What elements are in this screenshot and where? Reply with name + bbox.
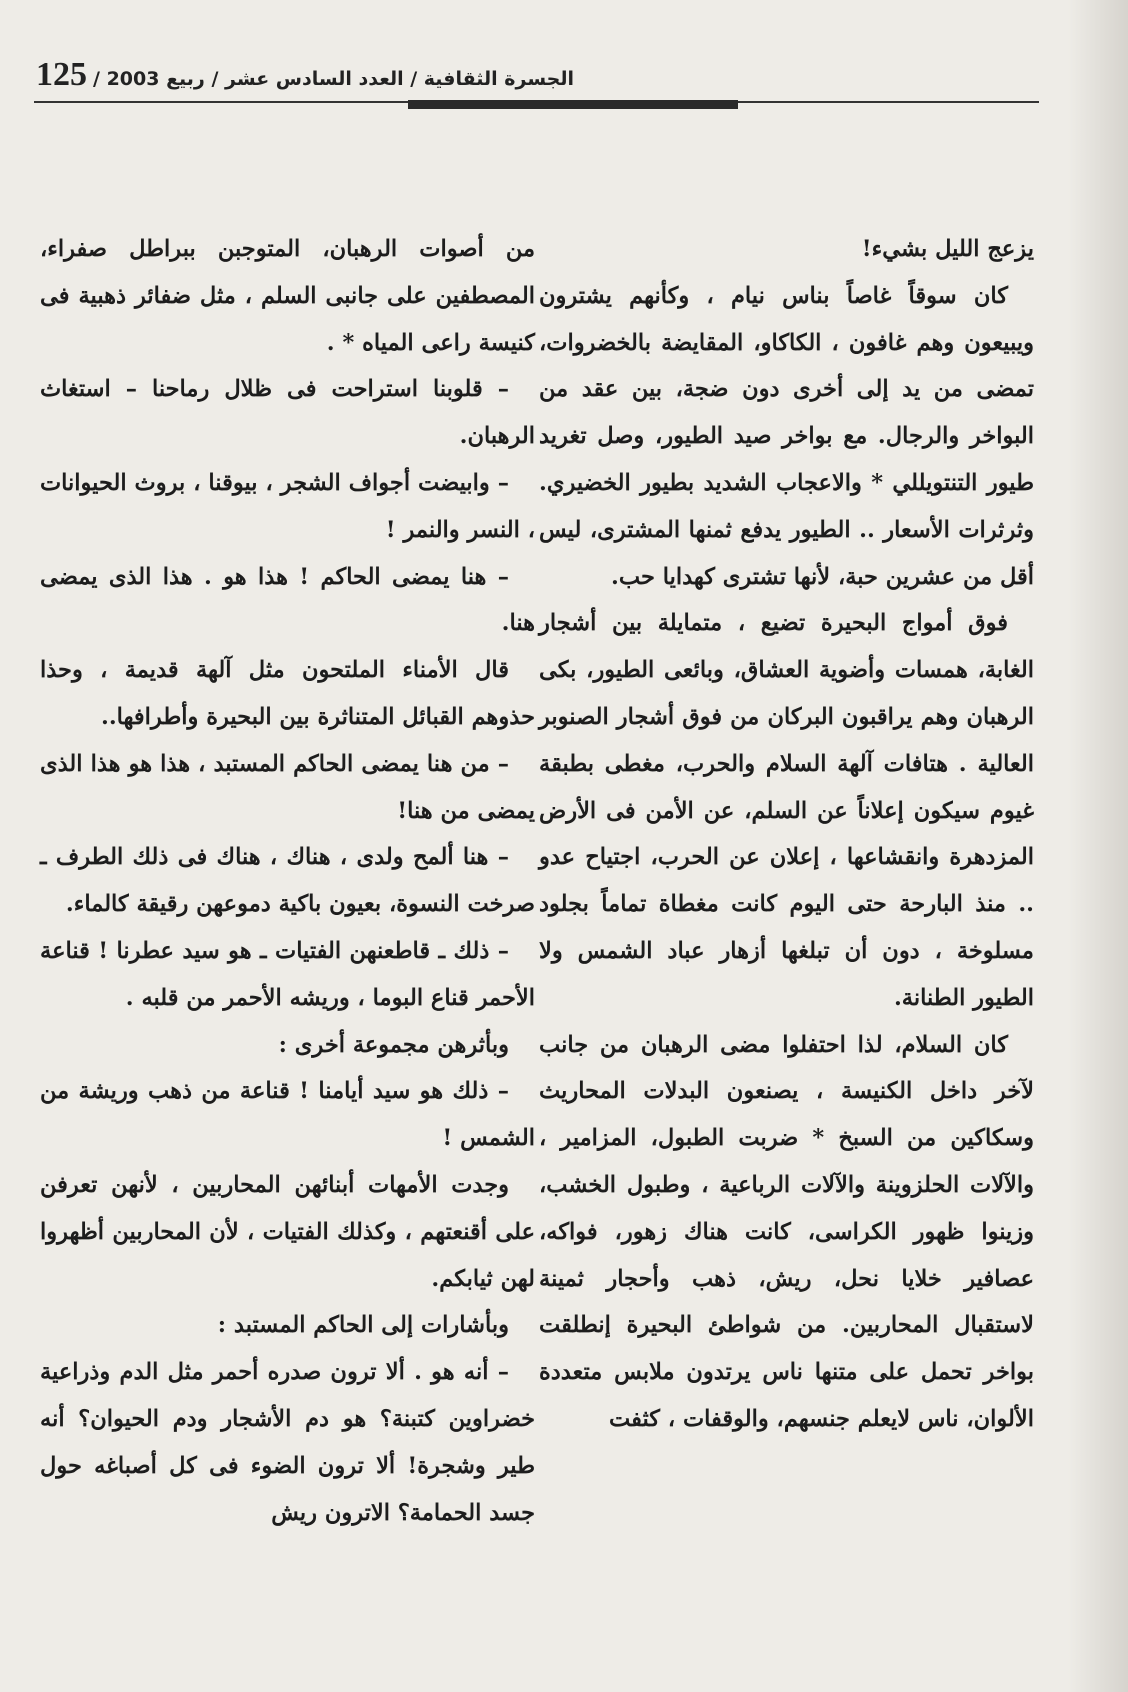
- paragraph: – قلوبنا استراحت فى ظلال رماحنا – استغاث الرهبان.: [40, 376, 535, 450]
- paragraph: من أصوات الرهبان، المتوجبن ببراطل صفراء، المصطفين على جانبى السلم ، مثل ضفائر ذهبية فى كنيسة راعى المياه * .: [40, 236, 535, 356]
- paragraph: وجدت الأمهات أبنائهن المحاربين ، لأنهن تعرفن على أقنعتهم ، وكذلك الفتيات ، لأن المحاربين أظهروا لهن ثيابكم.: [40, 1171, 535, 1292]
- page-number: 125: [36, 56, 87, 93]
- paragraph: – من هنا يمضى الحاكم المستبد ، هذا هو هذا الذى يمضى من هنا!: [40, 750, 535, 824]
- paragraph: – هنا يمضى الحاكم ! هذا هو . هذا الذى يمضى هنا.: [40, 563, 535, 637]
- paragraph: – ذلك ـ قاطعنهن الفتيات ـ هو سيد عطرنا ! قناعة الأحمر قناع البوما ، وريشه الأحمر من قلبه .: [40, 937, 535, 1011]
- paragraph: وبأثرهن مجموعة أخرى :: [278, 1031, 509, 1058]
- paragraph: – وابيضت أجواف الشجر ، بيوقنا ، بروث الحيوانات ، النسر والنمر !: [40, 469, 535, 543]
- paragraph: – هنا ألمح ولدى ، هناك ، هناك فى ذلك الطرف ـ صرخت النسوة، بعيون باكية دموعهن رقيقة كالماء.: [40, 844, 535, 918]
- running-title: الجسرة الثقافية / العدد السادس عشر / ربيع 2003 /: [93, 68, 575, 90]
- paragraph: – أنه هو . ألا ترون صدره أحمر مثل الدم وذراعية خضراوين كتبنة؟ هو دم الأشجار ودم الحيوان؟ أنه طير وشجرة! ألا ترون الضوء فى كل أصباغه حول جسد الحمامة؟ الاترون ريش: [40, 1359, 535, 1526]
- paragraph: يزعج الليل بشيء!: [861, 236, 1034, 262]
- paragraph: وبأشارات إلى الحاكم المستبد :: [217, 1312, 509, 1339]
- right-text-column: [539, 226, 1034, 1443]
- running-header: [36, 48, 1046, 94]
- paragraph: – ذلك هو سيد أيامنا ! قناعة من ذهب وريشة من الشمس !: [40, 1078, 535, 1152]
- paragraph: فوق أمواج البحيرة تضيع ، متمايلة بين أشجار الغابة، همسات وأضوية العشاق، وبائعى الطيور، بكى الرهبان وهم يراقبون البركان من فوق أشجار الصنوبر العالية . هتافات آلهة السلام والحرب، مغطى بطبقة غيوم سيكون إعلاناً عن السلم، عن الأمن فى الأرض المزدهرة وانقشاعها ، إعلان عن الحرب، اجتياح عدو .. منذ البارحة حتى اليوم كانت مغطاة تماماً بجلود مسلوخة ، دون أن تبلغها أزهار عباد الشمس ولا الطيور الطنانة.: [539, 610, 1034, 1011]
- page-edge-shadow: [1068, 0, 1128, 1692]
- left-text-column: [40, 226, 535, 1536]
- header-rule-accent: [408, 100, 738, 109]
- paragraph: كان سوقاً غاصاً بناس نيام ، وكأنهم يشترون ويبيعون وهم غافون ، الكاكاو، المقايضة بالخضروات، تمضى من يد إلى أخرى دون ضجة، بين عقد من البواخر والرجال. مع بواخر صيد الطيور، وصل تغريد طيور التنتويللي * والاعجاب الشديد بطيور الخضيري. وثرثرات الأسعار .. الطيور يدفع ثمنها المشترى، ليس أقل من عشرين حبة، لأنها تشترى كهدايا حب.: [539, 282, 1034, 590]
- paragraph: كان السلام، لذا احتفلوا مضى الرهبان من جانب لآخر داخل الكنيسة ، يصنعون البدلات المحاريث وسكاكين من السبخ * ضربت الطبول، المزامير ، والآلات الحلزوينة والآلات الرباعية ، وطبول الخشب، وزينوا ظهور الكراسى، كانت هناك زهور، فواكه، عصافير خلايا نحل، ريش، ذهب وأحجار ثمينة لاستقبال المحاربين. من شواطئ البحيرة إنطلقت بواخر تحمل على متنها ناس يرتدون ملابس متعددة الألوان، ناس لايعلم جنسهم، والوقفات ، كثفت: [539, 1031, 1034, 1432]
- paragraph: قال الأمناء الملتحون مثل آلهة قديمة ، وحذا حذوهم القبائل المتناثرة بين البحيرة وأطرافها..: [40, 657, 535, 730]
